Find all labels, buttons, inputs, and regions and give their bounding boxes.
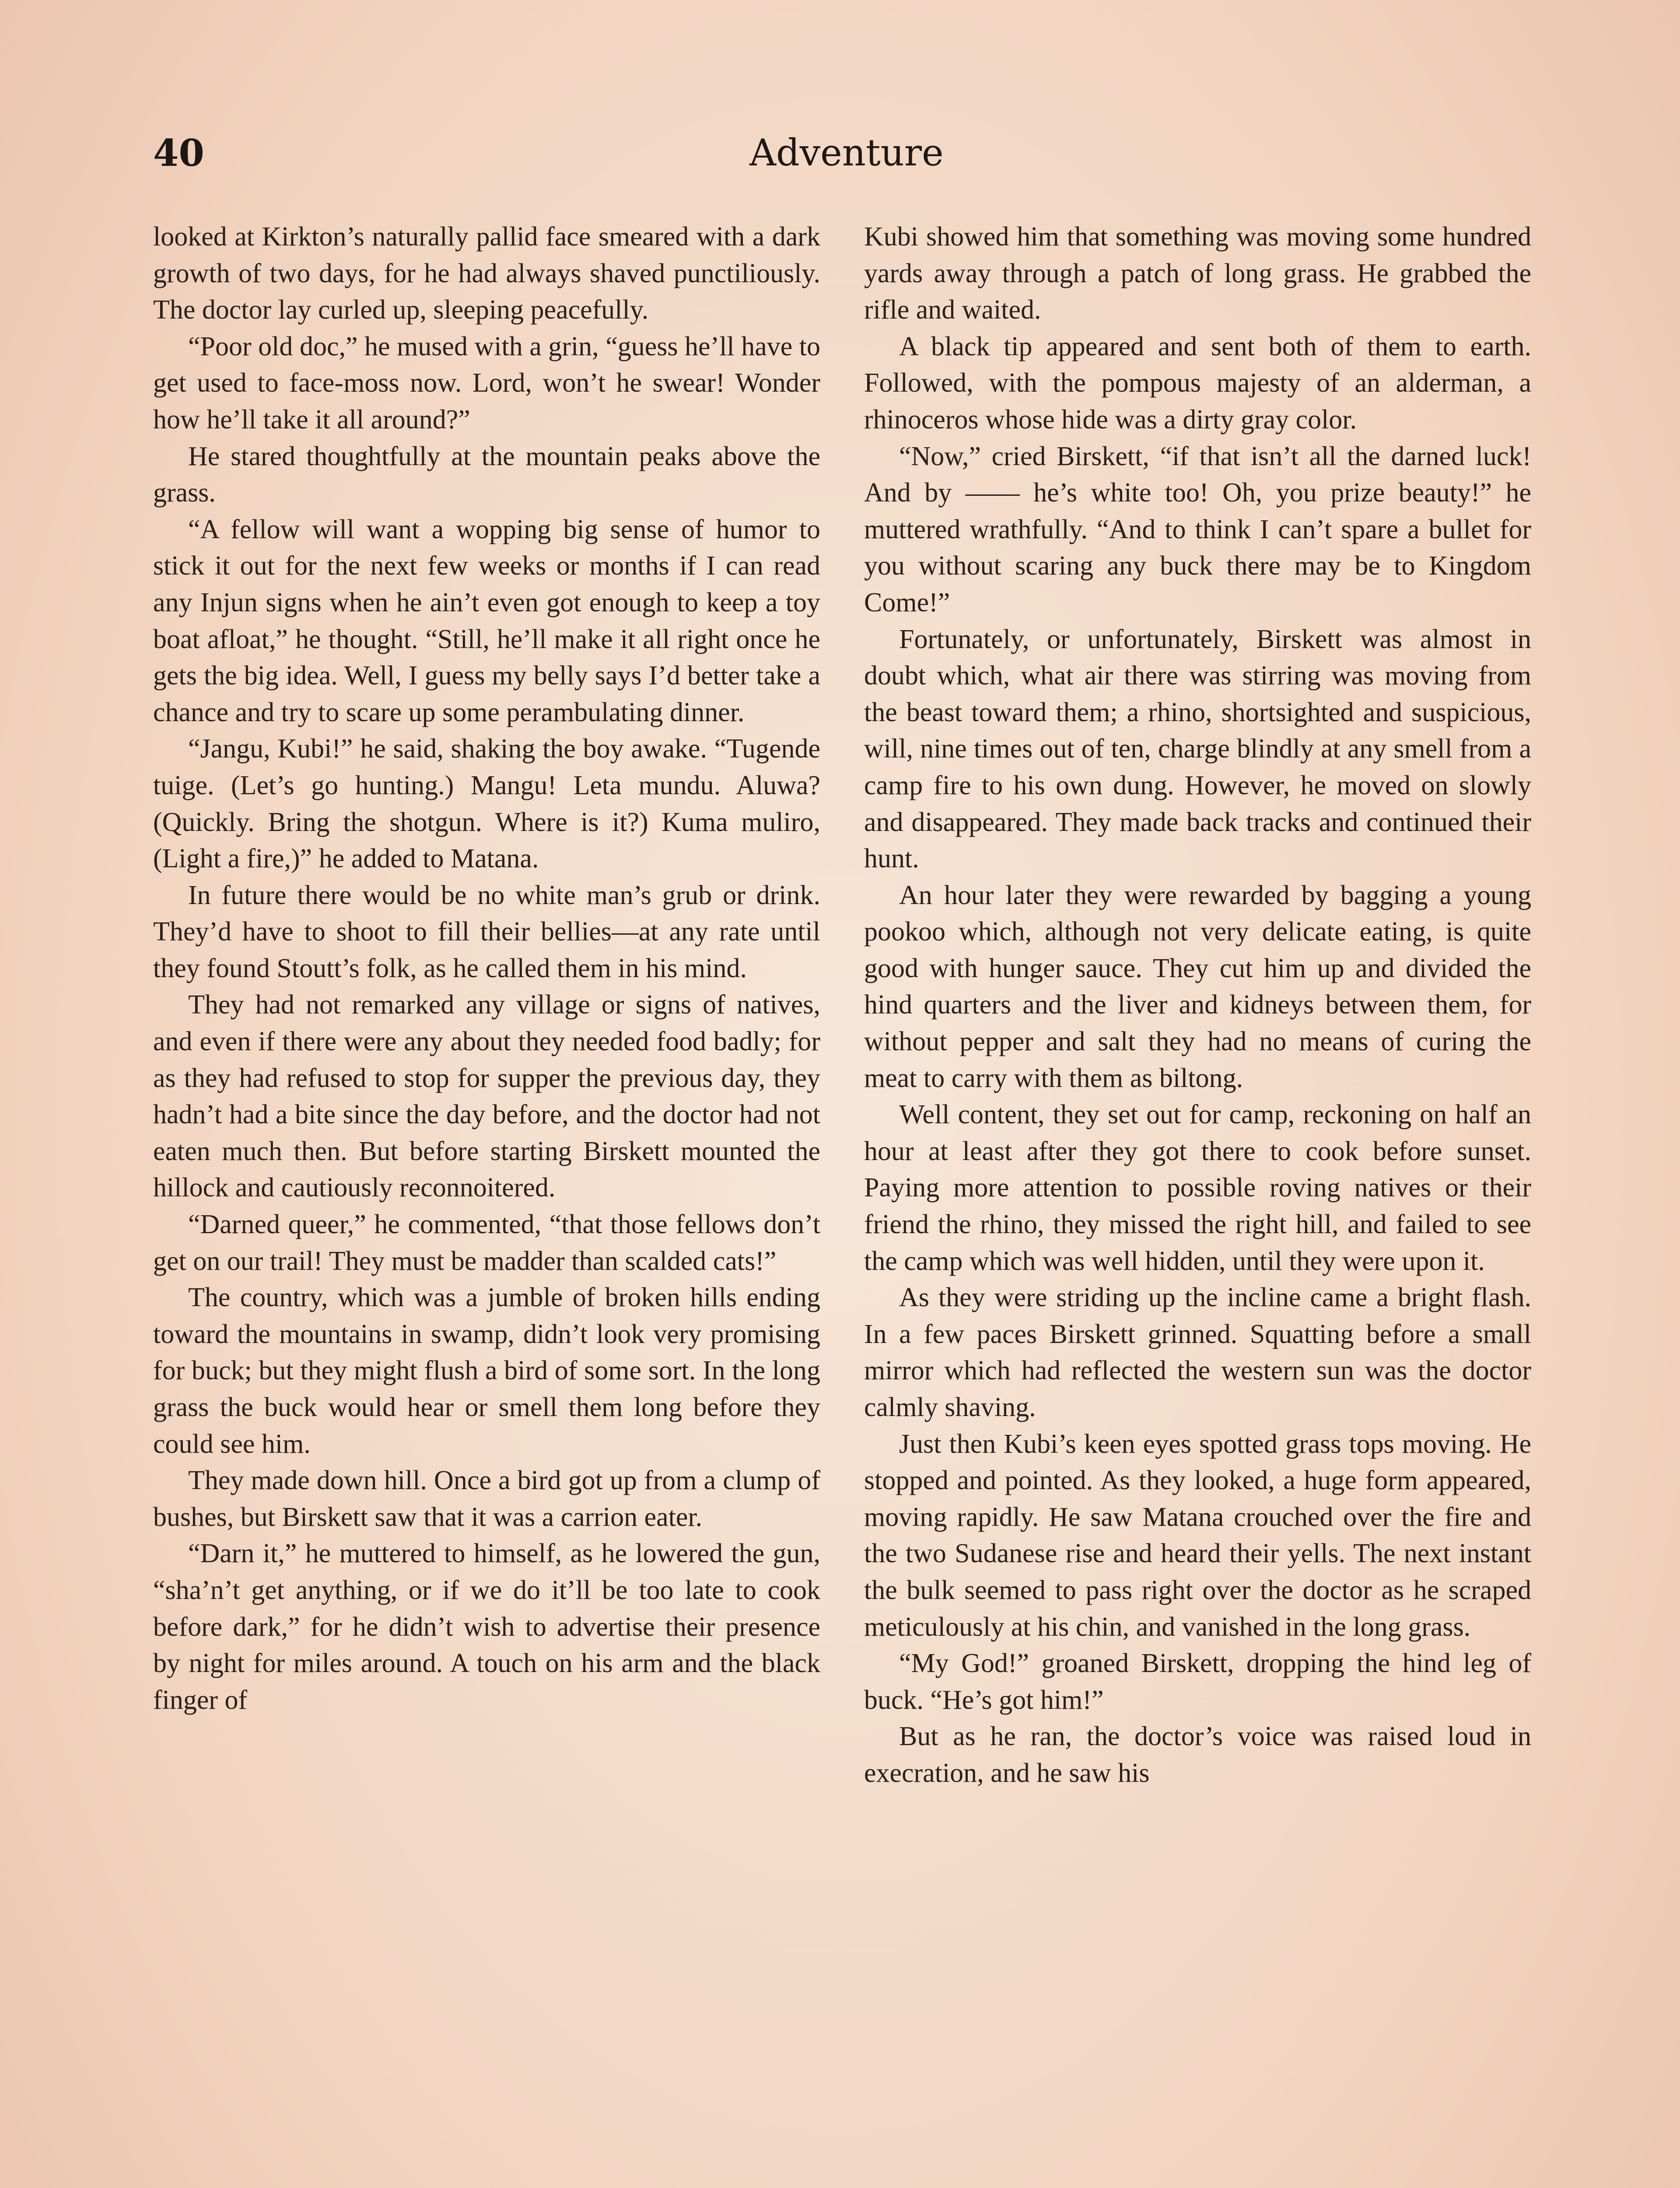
paragraph: Fortunately, or unfortunately, Birskett was almost in doubt which, what air there was stirring was moving from the beast toward them; a rhino, shortsighted and suspicious, will, nine times out of ten, charge blindly at any smell from a camp fire to his own dung. However, he moved on slowly and disappeared. They made back tracks and continued their hunt. [864,624,1531,874]
paragraph: “Jangu, Kubi!” he said, shaking the boy awake. “Tugende tuige. (Let’s go hunting.) Mangu! Leta mundu. Aluwa? (Quickly. Bring the shotgun. Where is it?) Kuma muliro, (Light a fire,)” he added to Matana. [153,734,820,874]
paragraph: They made down hill. Once a bird got up from a clump of bushes, but Birskett saw that it was a carrion eater. [153,1466,820,1532]
text-columns [153,219,1540,2188]
paragraph: But as he ran, the doctor’s voice was raised loud in execration, and he saw his [864,1722,1531,1788]
paragraph: looked at Kirkton’s naturally pallid face smeared with a dark growth of two days, for he had always shaved punctiliously. The doctor lay curled up, sleeping peacefully. [153,222,820,325]
paragraph: “Darn it,” he muttered to himself, as he lowered the gun, “sha’n’t get anything, or if we do it’ll be too late to cook before dark,” for he didn’t wish to advertise their presence by night for miles around. A touch on his arm and the black finger of [153,1539,820,1715]
paragraph: Well content, they set out for camp, reckoning on half an hour at least after they got there to cook before sunset. Paying more attention to possible roving natives or their friend the rhino, they missed the right hill, and failed to see the camp which was well hidden, until they were upon it. [864,1100,1531,1276]
paragraph: “Darned queer,” he commented, “that those fellows don’t get on our trail! They must be madder than scalded cats!” [153,1210,820,1276]
paragraph: “Now,” cried Birskett, “if that isn’t all the darned luck! And by —— he’s white too! Oh, you prize beauty!” he muttered wrathfully. “And to think I can’t spare a bullet for you without scaring any buck there may be to Kingdom Come!” [864,441,1531,617]
running-title: Adventure [749,131,944,174]
right-column [864,219,1531,1792]
paragraph: An hour later they were rewarded by bagging a young pookoo which, although not very delicate eating, is quite good with hunger sauce. They cut him up and divided the hind quarters and the liver and kidneys between them, for without pepper and salt they had no means of curing the meat to carry with them as biltong. [864,880,1531,1093]
paragraph: He stared thoughtfully at the mountain peaks above the grass. [153,441,820,508]
paragraph: Just then Kubi’s keen eyes spotted grass tops moving. He stopped and pointed. As they looked, a huge form appeared, moving rapidly. He saw Matana crouched over the fire and the two Sudanese rise and heard their yells. The next instant the bulk seemed to pass right over the doctor as he scraped meticulously at his chin, and vanished in the long grass. [864,1429,1531,1642]
page-header [153,131,1540,184]
left-column [153,219,820,1718]
paragraph: In future there would be no white man’s grub or drink. They’d have to shoot to fill their bellies—at any rate until they found Stoutt’s folk, as he called them in his mind. [153,880,820,983]
paragraph: They had not remarked any village or signs of natives, and even if there were any about they needed food badly; for as they had refused to stop for supper the previous day, they hadn’t had a bite since the day before, and the doctor had not eaten much then. But before starting Birskett mounted the hillock and cautiously reconnoitered. [153,990,820,1203]
paragraph: “My God!” groaned Birskett, dropping the hind leg of buck. “He’s got him!” [864,1648,1531,1715]
paragraph: As they were striding up the incline came a bright flash. In a few paces Birskett grinned. Squatting before a small mirror which had reflected the western sun was the doctor calmly shaving. [864,1283,1531,1422]
paragraph: The country, which was a jumble of broken hills ending toward the mountains in swamp, didn’t look very promising for buck; but they might flush a bird of some sort. In the long grass the buck would hear or smell them long before they could see him. [153,1283,820,1459]
paragraph: Kubi showed him that something was moving some hundred yards away through a patch of long grass. He grabbed the rifle and waited. [864,222,1531,325]
paragraph: “Poor old doc,” he mused with a grin, “guess he’ll have to get used to face-moss now. Lord, won’t he swear! Wonder how he’ll take it all around?” [153,331,820,435]
paragraph: “A fellow will want a wopping big sense of humor to stick it out for the next few weeks or months if I can read any Injun signs when he ain’t even got enough to keep a toy boat afloat,” he thought. “Still, he’ll make it all right once he gets the big idea. Well, I guess my belly says I’d better take a chance and try to scare up some perambulating dinner. [153,514,820,727]
page-number: 40 [153,131,204,175]
paragraph: A black tip appeared and sent both of them to earth. Followed, with the pompous majesty of an alderman, a rhinoceros whose hide was a dirty gray color. [864,331,1531,435]
